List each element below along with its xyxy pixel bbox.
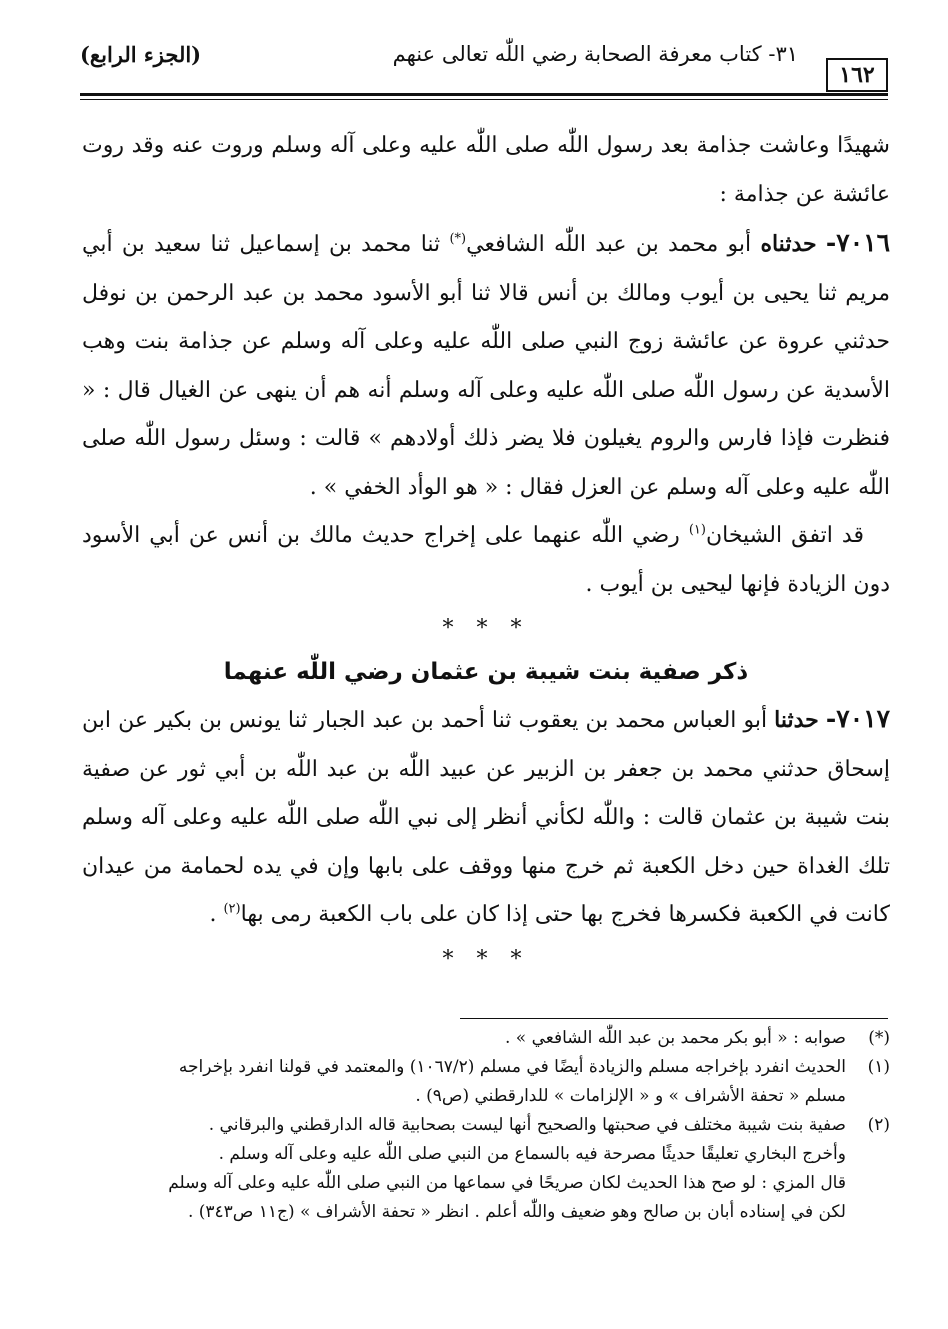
footnote-ref-2[interactable]: (٢) [223, 901, 241, 917]
footnote-line: صفية بنت شيبة مختلف في صحبتها والصحيح أنها ليست بصحابية قاله الدارقطني والبرقاني . [208, 1115, 846, 1135]
footnote-mark: (٢) [867, 1115, 890, 1135]
main-text [82, 122, 890, 980]
hadith-text: أبو محمد بن عبد اللّٰه الشافعي [466, 232, 752, 257]
volume-label: (الجزء الرابع) [80, 42, 202, 67]
hadith-number: ٧٠١٦- [825, 228, 890, 257]
hadith-lead: حدثنا [774, 707, 819, 733]
hadith-number: ٧٠١٧- [825, 704, 890, 733]
commentary-text-cont: رضي اللّٰه عنهما على إخراج حديث مالك بن أنس عن أبي الأسود دون الزيادة فإنها ليحيى بن أيوب . [82, 523, 890, 597]
footnotes [82, 1024, 890, 1227]
hadith-text: أبو العباس محمد بن يعقوب ثنا أحمد بن عبد الجبار ثنا يونس بن بكير عن ابن إسحاق حدثني محمد بن جعفر بن الزبير عن عبيد اللّٰه بن عبد اللّٰه بن أبي ثور عن صفية بنت شيبة بن عثمان قالت : واللّٰه لكأني أنظر إلى نبي اللّٰه صلى اللّٰه عليه وعلى آله وسلم تلك الغداة حين دخل الكعبة ثم خرج منها ووقف على بابها وإن في يده لحمامة من عيدان كانت في الكعبة فكسرها فخرج بها حتى إذا كان على باب الكعبة رمى بها [82, 708, 890, 927]
footnote-ref-star[interactable]: (*) [449, 231, 467, 247]
footnote-ref-1[interactable]: (١) [688, 522, 706, 538]
commentary-paragraph [82, 512, 890, 609]
footnote-line: صوابه : « أبو بكر محمد بن عبد اللّٰه الشافعي » . [505, 1028, 846, 1048]
intro-text: شهيدًا وعاشت جذامة بعد رسول اللّٰه صلى اللّٰه عليه وعلى آله وسلم وروت عنه وقد روت عائشة عن جذامة : [82, 133, 890, 207]
footnote-star [82, 1024, 890, 1053]
section-separator-end: * * * [442, 946, 530, 972]
footnote-line: الحديث انفرد بإخراجه مسلم والزيادة أيضًا في مسلم (١٠٦٧/٢) والمعتمد في قولنا انفرد بإخراجه [178, 1057, 846, 1077]
intro-paragraph [82, 122, 890, 219]
footnote-1 [82, 1053, 890, 1111]
footnote-line: لكن في إسناده أبان بن صالح وهو ضعيف واللّٰه أعلم . انظر « تحفة الأشراف » (ج١١ ص٣٤٣) . [187, 1202, 846, 1222]
section-separator: * * * [442, 616, 530, 641]
footnote-mark: (١) [867, 1057, 890, 1077]
section-title: ذكر صفية بنت شيبة بن عثمان رضي اللّٰه عنهما [223, 659, 749, 685]
commentary-text: قد اتفق الشيخان [705, 523, 864, 548]
page-header [80, 38, 888, 98]
hadith-7017 [82, 695, 890, 940]
footnote-line: قال المزي : لو صح هذا الحديث لكان صريحًا في سماعها من النبي صلى اللّٰه عليه وعلى آله وسلم [168, 1173, 846, 1193]
footnote-mark: (*) [868, 1028, 890, 1048]
footnote-line: وأخرج البخاري تعليقًا حديثًا مصرحة فيه بالسماع من النبي صلى اللّٰه عليه وعلى آله وسلم . [218, 1144, 846, 1164]
hadith-text-cont: ثنا محمد بن إسماعيل ثنا سعيد بن أبي مريم ثنا يحيى بن أيوب ومالك بن أنس قالا ثنا أبو الأسود محمد بن عبد الرحمن بن نوفل حدثني عروة عن عائشة زوج النبي صلى اللّٰه عليه وعلى آله وسلم عن جذامة بنت وهب الأسدية عن رسول اللّٰه صلى اللّٰه عليه وعلى آله وسلم أنه هم أن ينهى عن الغيال قال : « فنظرت فإذا فارس والروم يغيلون فلا يضر ذلك أولادهم » قالت : وسئل رسول اللّٰه صلى اللّٰه عليه وعلى آله وسلم عن العزل فقال : « هو الوأد الخفي » . [82, 232, 890, 500]
running-title: ٣١- كتاب معرفة الصحابة رضي اللّٰه تعالى عنهم [392, 42, 798, 66]
footnote-line: مسلم « تحفة الأشراف » و « الإلزامات » للدارقطني (ص٩) . [415, 1086, 846, 1106]
hadith-text-end: . [209, 902, 217, 927]
hadith-lead: حدثناه [760, 231, 817, 257]
footnote-rule [460, 1018, 888, 1019]
footnote-2 [82, 1111, 890, 1227]
header-rule [80, 93, 888, 96]
header-rule-thin [80, 99, 888, 100]
page-number: ١٦٢ [826, 58, 888, 92]
hadith-7016 [82, 219, 890, 512]
